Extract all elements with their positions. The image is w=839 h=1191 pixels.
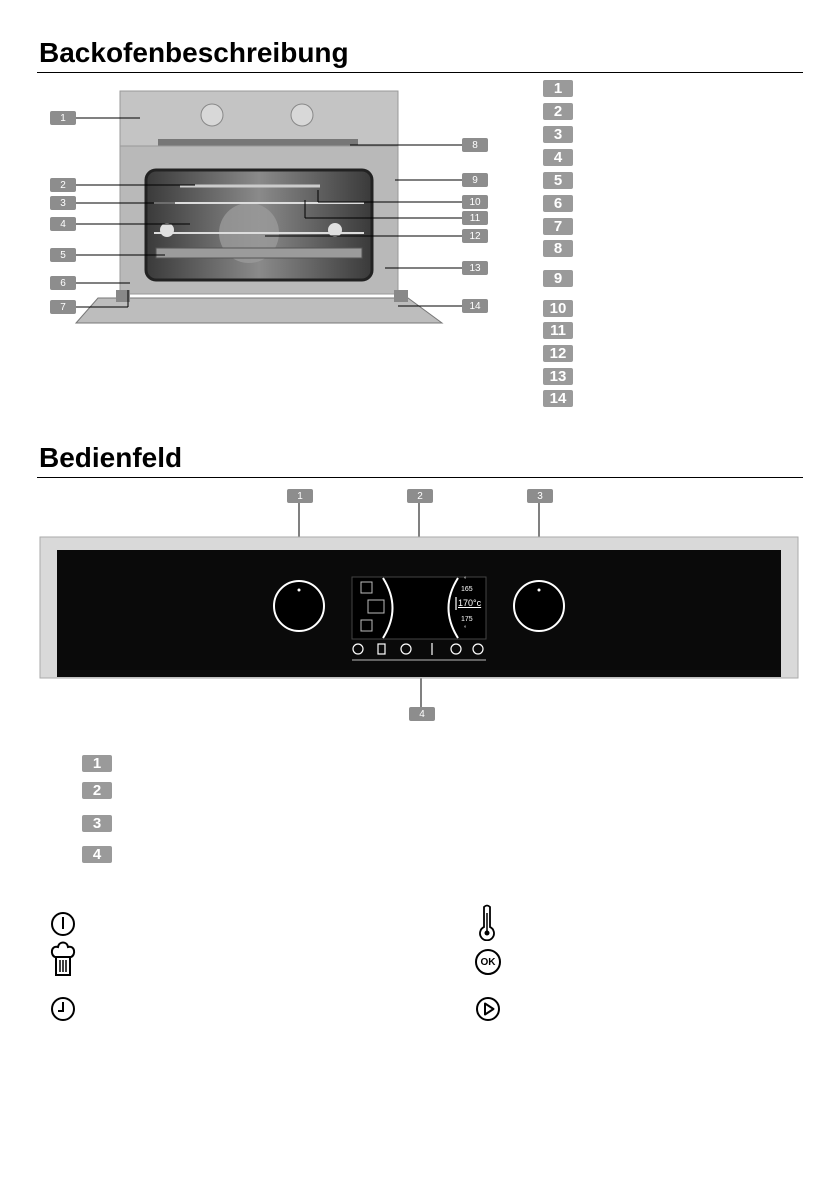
oven-legend-badge-13: 13 — [543, 368, 573, 385]
oven-callout-13: 13 — [462, 261, 488, 275]
chef-hat-icon — [50, 939, 76, 979]
panel-callout-4: 4 — [409, 707, 435, 721]
oven-callout-4: 4 — [50, 217, 76, 231]
oven-callout-11: 11 — [462, 211, 488, 225]
oven-legend-badge-6: 6 — [543, 195, 573, 212]
oven-callout-6: 6 — [50, 276, 76, 290]
oven-section-title: Backofenbeschreibung — [39, 37, 349, 68]
panel-callout-3: 3 — [527, 489, 553, 503]
oven-legend-badge-8: 8 — [543, 240, 573, 257]
oven-callout-9: 9 — [462, 173, 488, 187]
display-unit-bottom: ° — [464, 626, 467, 632]
ok-icon-label: OK — [480, 956, 496, 968]
clock-icon — [49, 995, 77, 1023]
control-panel-diagram — [0, 480, 839, 725]
oven-callout-5: 5 — [50, 248, 76, 262]
play-icon — [474, 995, 502, 1023]
thermometer-icon — [477, 903, 497, 941]
oven-legend-badge-7: 7 — [543, 218, 573, 235]
oven-legend-badge-12: 12 — [543, 345, 573, 362]
oven-legend-badge-10: 10 — [543, 300, 573, 317]
oven-legend-badge-9: 9 — [543, 270, 573, 287]
oven-legend-badge-11: 11 — [543, 322, 573, 339]
panel-legend-badge-1: 1 — [82, 755, 112, 772]
display-value-selected: 170°c — [458, 598, 482, 608]
oven-callout-8: 8 — [462, 138, 488, 152]
panel-title-underline — [37, 477, 803, 478]
oven-callout-7: 7 — [50, 300, 76, 314]
panel-callout-2: 2 — [407, 489, 433, 503]
display-unit-top: ° — [464, 577, 467, 583]
ok-icon — [475, 949, 501, 975]
display-value-lower: 175 — [461, 616, 473, 623]
panel-section-title: Bedienfeld — [39, 442, 183, 473]
oven-legend-badge-14: 14 — [543, 390, 573, 407]
oven-leader-lines — [0, 0, 839, 330]
panel-legend-badge-3: 3 — [82, 815, 112, 832]
oven-legend-badge-2: 2 — [543, 103, 573, 120]
oven-callout-2: 2 — [50, 178, 76, 192]
oven-legend-badge-4: 4 — [543, 149, 573, 166]
oven-legend-badge-3: 3 — [543, 126, 573, 143]
oven-legend-badge-5: 5 — [543, 172, 573, 189]
oven-callout-10: 10 — [462, 195, 488, 209]
oven-callout-14: 14 — [462, 299, 488, 313]
panel-legend-badge-2: 2 — [82, 782, 112, 799]
oven-callout-3: 3 — [50, 196, 76, 210]
power-icon — [49, 910, 77, 938]
oven-callout-12: 12 — [462, 229, 488, 243]
display-value-upper: 165 — [461, 586, 473, 593]
panel-callout-1: 1 — [287, 489, 313, 503]
oven-callout-1: 1 — [50, 111, 76, 125]
oven-legend-badge-1: 1 — [543, 80, 573, 97]
panel-legend-badge-4: 4 — [82, 846, 112, 863]
